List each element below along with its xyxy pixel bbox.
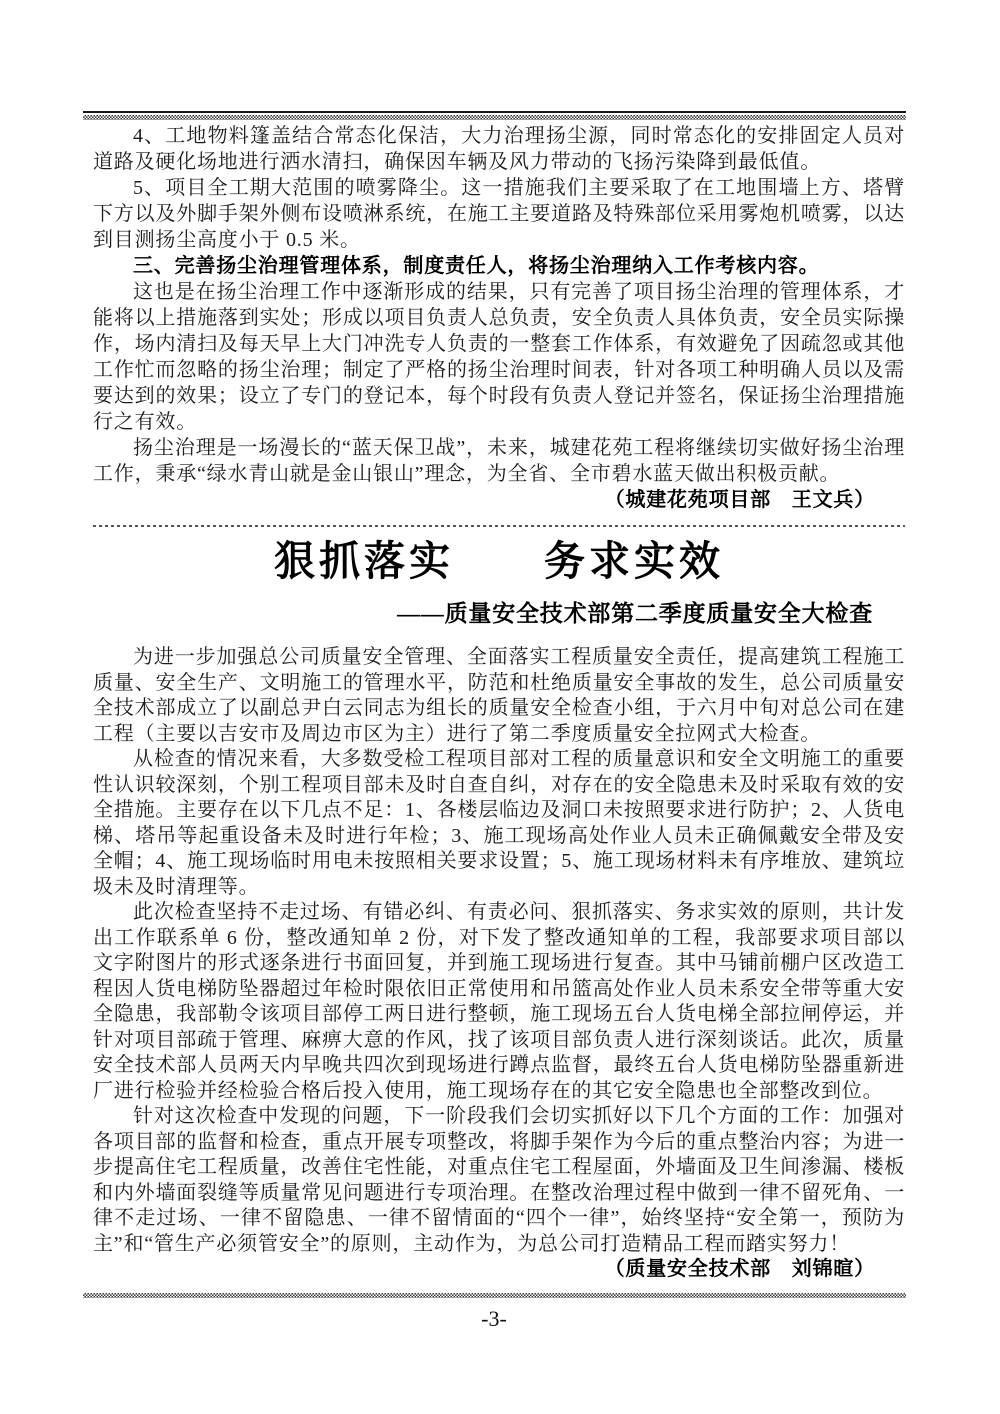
article2-paragraph-4: 针对这次检查中发现的问题，下一阶段我们会切实抓好以下几个方面的工作：加强对各项目部的监督和检查，重点开展专项整改，将脚手架作为今后的重点整治内容；为进一步提高住宅工程质量，改善住宅性能，对重点住宅工程屋面，外墙面及卫生间渗漏、楼板和内外墙面裂缝等质量常见问题进行专项治理。在整改治理过程中做到一律不留死角、一律不走过场、一律不留隐患、一律不留情面的“四个一律”，始终坚持“安全第一，预防为主”和“管生产必须管安全”的原则，主动作为，为总公司打造精品工程而踏实努力！ (93, 1105, 905, 1255)
page-number: -3- (481, 1306, 507, 1331)
page-content (93, 123, 905, 1285)
article1-paragraph-5: 5、项目全工期大范围的喷雾降尘。这一措施我们主要采取了在工地围墙上方、塔臂下方以及外脚手架外侧布设喷淋系统，在施工主要道路及特殊部位采用雾炮机喷雾，以达到目测扬尘高度小于 0.5 米。 (93, 177, 905, 251)
article-divider-rule (93, 525, 905, 527)
article2-signature: （质量安全技术部 刘锦暄） (604, 1258, 875, 1280)
top-border-rule (83, 111, 906, 120)
article2-paragraph-1: 为进一步加强总公司质量安全管理、全面落实工程质量安全责任，提高建筑工程施工质量、安全生产、文明施工的管理水平，防范和杜绝质量安全事故的发生，总公司质量安全技术部成立了以副总尹白云同志为组长的质量安全检查小组，于六月中旬对总公司在建工程（主要以吉安市及周边市区为主）进行了第二季度质量安全拉网式大检查。 (93, 646, 905, 745)
top-hatched-line (83, 115, 906, 120)
article1-section-heading: 三、完善扬尘治理管理体系，制度责任人，将扬尘治理纳入工作考核内容。 (133, 255, 820, 277)
article1-paragraph-4: 4、工地物料篷盖结合常态化保洁，大力治理扬尘源，同时常态化的安排固定人员对道路及硬化场地进行洒水清扫，确保因车辆及风力带动的飞扬污染降到最低值。 (93, 125, 905, 173)
article1-paragraph-7: 扬尘治理是一场漫长的“蓝天保卫战”，未来，城建花苑工程将继续切实做好扬尘治理工作，秉承“绿水青山就是金山银山”理念，为全省、全市碧水蓝天做出积极贡献。 (93, 437, 905, 485)
article2-body (93, 645, 905, 1283)
article2 (93, 535, 905, 1283)
article2-paragraph-3: 此次检查坚持不走过场、有错必纠、有责必问、狠抓落实、务求实效的原则，共计发出工作联系单 6 份，整改通知单 2 份，对下发了整改通知单的工程，我部要求项目部以文字附图片的形式逐条进行书面回复，并到施工现场进行复查。其中马铺前棚户区改造工程因人货电梯防坠器超过年检时限依旧正常使用和吊篮高处作业人员未系安全带等重大安全隐患，我部勒令该项目部停工两日进行整顿，施工现场五台人货电梯全部拉闸停运，并针对项目部疏于管理、麻痹大意的作风，找了该项目部负责人进行深刻谈话。此次，质量安全技术部人员两天内早晚共四次到现场进行蹲点监督，最终五台人货电梯防坠器重新进厂进行检验并经检验合格后投入使用，施工现场存在的其它安全隐患也全部整改到位。 (93, 901, 905, 1102)
article2-paragraph-2: 从检查的情况来看，大多数受检工程项目部对工程的质量意识和安全文明施工的重要性认识较深刻，个别工程项目部未及时自查自纠，对存在的安全隐患未及时采取有效的安全措施。主要存在以下几点不足：1、各楼层临边及洞口未按照要求进行防护；2、人货电梯、塔吊等起重设备未及时进行年检；3、施工现场高处作业人员未正确佩戴安全带及安全帽；4、施工现场临时用电未按照相关要求设置；5、施工现场材料未有序堆放、建筑垃圾未及时清理等。 (93, 748, 905, 898)
bottom-border-rule (83, 1293, 906, 1298)
bottom-hatched-line (83, 1293, 906, 1298)
article1 (93, 123, 905, 513)
article1-signature: （城建花苑项目部 王文兵） (604, 489, 875, 511)
article2-title: 狠抓落实 务求实效 (274, 538, 724, 584)
article2-subtitle: ——质量安全技术部第二季度质量安全大检查 (397, 601, 873, 626)
article1-paragraph-6: 这也是在扬尘治理工作中逐渐形成的结果，只有完善了项目扬尘治理的管理体系，才能将以上措施落到实处；形成以项目负责人总负责，安全负责人具体负责，安全员实际操作，场内清扫及每天早上大门冲洗专人负责的一整套工作体系，有效避免了因疏忽或其他工作忙而忽略的扬尘治理；制定了严格的扬尘治理时间表，针对各项工种明确人员以及需要达到的效果；设立了专门的登记本，每个时段有负责人登记并签名，保证扬尘治理措施行之有效。 (93, 281, 905, 433)
top-solid-line (83, 111, 906, 113)
